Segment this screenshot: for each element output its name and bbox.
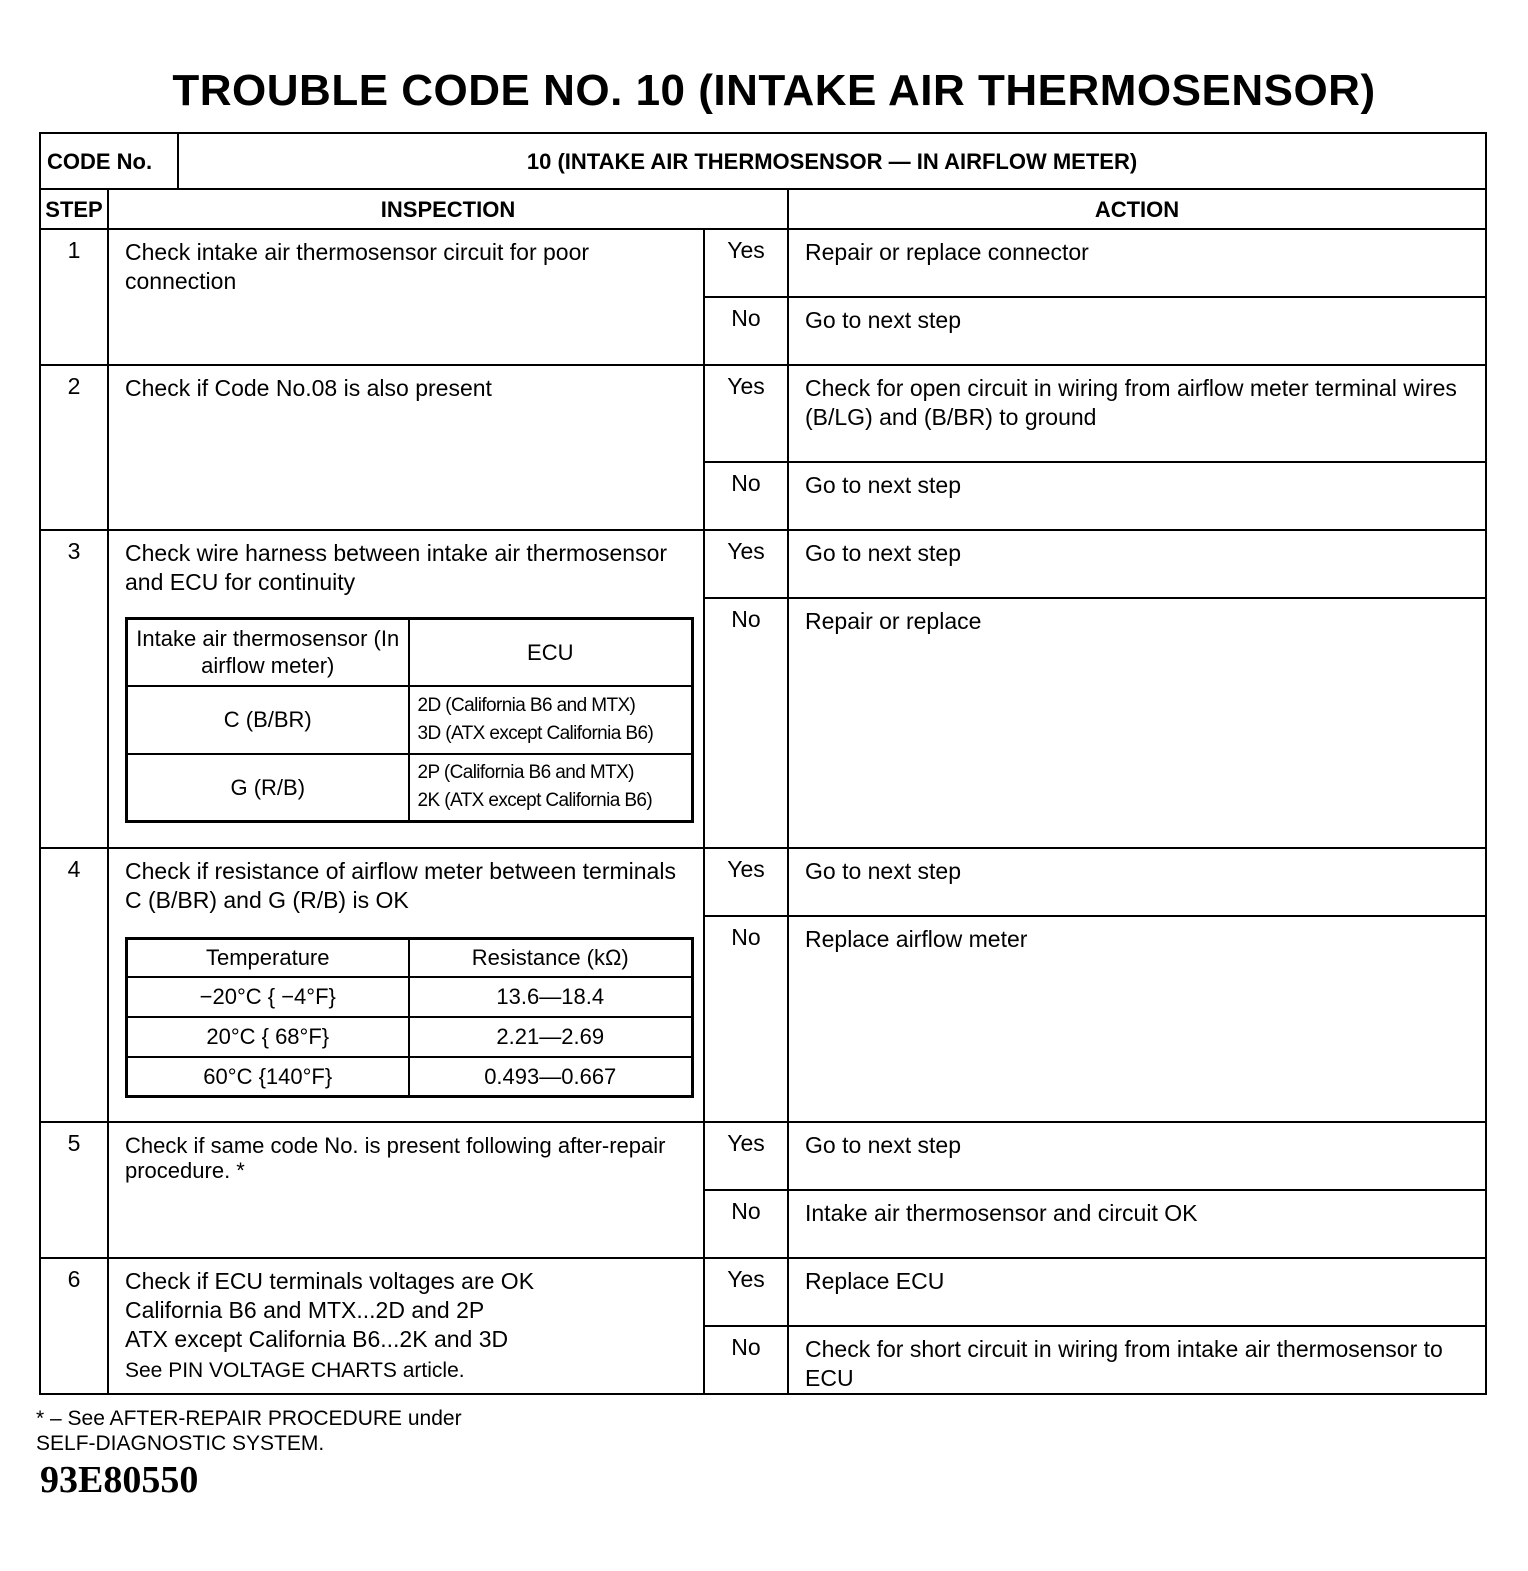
- figure-reference: 93E80550: [40, 1459, 199, 1501]
- yes-label: Yes: [704, 365, 788, 462]
- temperature-cell: 60°C {140°F}: [127, 1057, 409, 1097]
- no-label: No: [704, 297, 788, 365]
- step-inspection-cell: [108, 1258, 704, 1394]
- step-inspection-cell: [108, 848, 704, 1122]
- ecu-pin-line: 2K (ATX except California B6): [417, 790, 653, 812]
- step-number: 3: [40, 530, 108, 848]
- resistance-cell: 0.493—0.667: [409, 1057, 693, 1097]
- yes-action: Go to next step: [788, 848, 1486, 916]
- no-action: Check for short circuit in wiring from intake air thermosensor to ECU: [788, 1326, 1486, 1394]
- no-label: No: [704, 1190, 788, 1258]
- step-inspection: Check intake air thermosensor circuit for poor connection: [108, 229, 704, 365]
- resistance-head-temp: Temperature: [127, 939, 409, 977]
- no-action: Go to next step: [788, 297, 1486, 365]
- continuity-table: [125, 617, 694, 823]
- no-label: No: [704, 1326, 788, 1394]
- step-number: 4: [40, 848, 108, 1122]
- continuity-terminal: G (R/B): [127, 754, 409, 822]
- inspection-line: ATX except California B6...2K and 3D: [125, 1326, 509, 1352]
- resistance-cell: 13.6—18.4: [409, 977, 693, 1017]
- no-label: No: [704, 916, 788, 1122]
- ecu-pin-line: 2P (California B6 and MTX): [417, 762, 634, 784]
- continuity-head-ecu: ECU: [409, 619, 693, 686]
- no-action: Intake air thermosensor and circuit OK: [788, 1190, 1486, 1258]
- yes-label: Yes: [704, 1258, 788, 1326]
- yes-action: Replace ECU: [788, 1258, 1486, 1326]
- yes-label: Yes: [704, 229, 788, 297]
- ecu-pin-line: 2D (California B6 and MTX): [417, 694, 636, 716]
- footnote-line: SELF-DIAGNOSTIC SYSTEM.: [36, 1432, 325, 1455]
- footnote: [36, 1406, 462, 1456]
- step-number: 5: [40, 1122, 108, 1258]
- no-action: Replace airflow meter: [788, 916, 1486, 1122]
- yes-label: Yes: [704, 530, 788, 598]
- resistance-table: [125, 937, 694, 1098]
- yes-label: Yes: [704, 848, 788, 916]
- ecu-pin-line: 3D (ATX except California B6): [417, 722, 654, 744]
- inspection-line: California B6 and MTX...2D and 2P: [125, 1297, 485, 1323]
- yes-action: Go to next step: [788, 530, 1486, 598]
- resistance-head-value: Resistance (kΩ): [409, 939, 693, 977]
- no-label: No: [704, 462, 788, 530]
- footnote-line: * – See AFTER-REPAIR PROCEDURE under: [36, 1407, 462, 1430]
- continuity-head-sensor: Intake air thermosensor (In airflow meter): [127, 619, 409, 686]
- inspection-line: Check if ECU terminals voltages are OK: [125, 1268, 535, 1294]
- step-inspection: Check if resistance of airflow meter between terminals C (B/BR) and G (R/B) is OK: [125, 858, 676, 913]
- step-inspection: Check if Code No.08 is also present: [108, 365, 704, 530]
- step-inspection: Check wire harness between intake air thermosensor and ECU for continuity: [125, 540, 668, 595]
- inspection-note: See PIN VOLTAGE CHARTS article.: [125, 1359, 465, 1382]
- code-value: 10 (INTAKE AIR THERMOSENSOR — IN AIRFLOW METER): [178, 133, 1486, 189]
- no-label: No: [704, 598, 788, 848]
- code-label: CODE No.: [40, 133, 178, 189]
- yes-action: Repair or replace connector: [788, 229, 1486, 297]
- yes-action: Check for open circuit in wiring from airflow meter terminal wires (B/LG) and (B/BR) to ground: [788, 365, 1486, 462]
- no-action: Go to next step: [788, 462, 1486, 530]
- temperature-cell: 20°C { 68°F}: [127, 1017, 409, 1057]
- temperature-cell: −20°C { −4°F}: [127, 977, 409, 1017]
- step-inspection-cell: [108, 530, 704, 848]
- no-action: Repair or replace: [788, 598, 1486, 848]
- page-title: TROUBLE CODE NO. 10 (INTAKE AIR THERMOSENSOR): [172, 66, 1376, 115]
- trouble-code-table: [39, 132, 1487, 1395]
- yes-label: Yes: [704, 1122, 788, 1190]
- step-inspection: Check if same code No. is present following after-repair procedure. *: [108, 1122, 704, 1258]
- step-number: 2: [40, 365, 108, 530]
- resistance-cell: 2.21—2.69: [409, 1017, 693, 1057]
- step-number: 6: [40, 1258, 108, 1394]
- continuity-ecu-pins: [409, 686, 693, 754]
- inspection-header: INSPECTION: [108, 189, 788, 229]
- action-header: ACTION: [788, 189, 1486, 229]
- continuity-ecu-pins: [409, 754, 693, 822]
- step-header: STEP: [40, 189, 108, 229]
- step-number: 1: [40, 229, 108, 365]
- continuity-terminal: C (B/BR): [127, 686, 409, 754]
- yes-action: Go to next step: [788, 1122, 1486, 1190]
